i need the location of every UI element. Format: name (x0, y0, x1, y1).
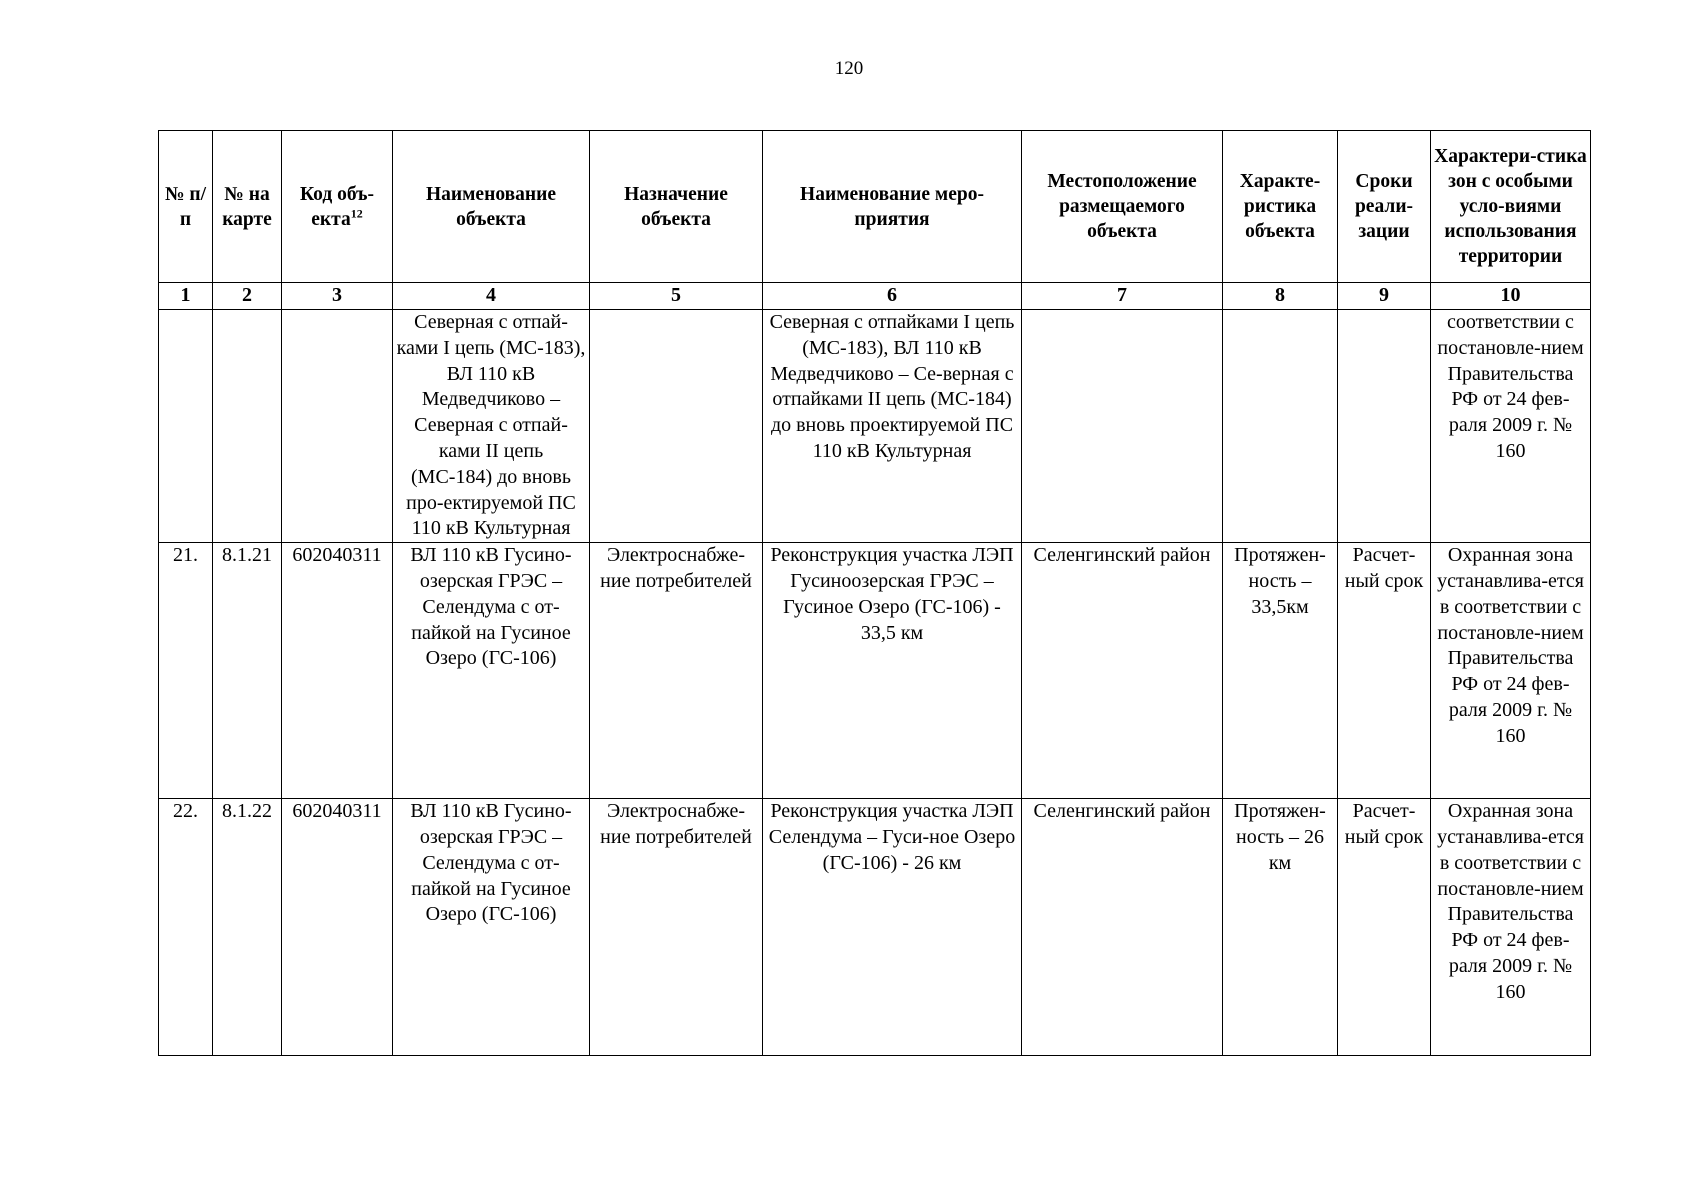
page-number: 120 (834, 58, 864, 79)
cell-name: Северная с отпай-ками I цепь (МС-183), ВЛ 110 кВ Медведчиково – Северная с отпай-ками II цепь (МС-184) до вновь про-ектируемой ПС 110 кВ Культурная (393, 310, 590, 543)
column-number-row (159, 283, 1591, 310)
header-code (282, 131, 393, 283)
cell-code (282, 310, 393, 543)
cell-purpose (590, 310, 763, 543)
cell-purpose: Электроснабже-ние потребителей (590, 543, 763, 799)
cell-term: Расчет-ный срок (1338, 543, 1431, 799)
cell-num: 22. (159, 799, 213, 1056)
cell-name: ВЛ 110 кВ Гусино-озерская ГРЭС – Селендума с от-пайкой на Гусиное Озеро (ГС-106) (393, 543, 590, 799)
header-footnote: 12 (350, 206, 363, 220)
table-row (159, 310, 1591, 543)
cell-purpose: Электроснабже-ние потребителей (590, 799, 763, 1056)
header-zones: Характери-стика зон с особыми усло-виями использования территории (1431, 131, 1591, 283)
cell-term (1338, 310, 1431, 543)
cell-name: ВЛ 110 кВ Гусино-озерская ГРЭС – Селендума с от-пайкой на Гусиное Озеро (ГС-106) (393, 799, 590, 1056)
cell-measure: Северная с отпайками I цепь (МС-183), ВЛ 110 кВ Медведчиково – Се-верная с отпайками II цепь (МС-184) до вновь проектируемой ПС 110 кВ Культурная (763, 310, 1022, 543)
column-number: 6 (763, 283, 1022, 310)
table-row (159, 799, 1591, 1056)
column-number: 7 (1022, 283, 1223, 310)
column-number: 10 (1431, 283, 1591, 310)
column-number: 1 (159, 283, 213, 310)
table-row (159, 543, 1591, 799)
cell-characteristic: Протяжен-ность – 33,5км (1223, 543, 1338, 799)
column-number: 5 (590, 283, 763, 310)
header-map-num: № на карте (213, 131, 282, 283)
column-number: 9 (1338, 283, 1431, 310)
cell-location: Селенгинский район (1022, 799, 1223, 1056)
cell-location: Селенгинский район (1022, 543, 1223, 799)
header-code-text: Код объ-екта (300, 183, 374, 230)
cell-map: 8.1.22 (213, 799, 282, 1056)
header-location: Местоположение размещаемого объекта (1022, 131, 1223, 283)
header-characteristic: Характе-ристика объекта (1223, 131, 1338, 283)
cell-map (213, 310, 282, 543)
cell-num: 21. (159, 543, 213, 799)
cell-zones: Охранная зона устанавлива-ется в соответствии с постановле-нием Правительства РФ от 24 фев-раля 2009 г. № 160 (1431, 543, 1591, 799)
header-row (159, 131, 1591, 283)
header-measure: Наименование меро-приятия (763, 131, 1022, 283)
header-term: Сроки реали-зации (1338, 131, 1431, 283)
cell-code: 602040311 (282, 543, 393, 799)
column-number: 2 (213, 283, 282, 310)
cell-map: 8.1.21 (213, 543, 282, 799)
column-number: 4 (393, 283, 590, 310)
column-number: 8 (1223, 283, 1338, 310)
column-number: 3 (282, 283, 393, 310)
cell-zones: соответствии с постановле-нием Правительства РФ от 24 фев-раля 2009 г. № 160 (1431, 310, 1591, 543)
cell-characteristic (1223, 310, 1338, 543)
cell-zones: Охранная зона устанавлива-ется в соответствии с постановле-нием Правительства РФ от 24 фев-раля 2009 г. № 160 (1431, 799, 1591, 1056)
header-name: Наименование объекта (393, 131, 590, 283)
cell-code: 602040311 (282, 799, 393, 1056)
cell-term: Расчет-ный срок (1338, 799, 1431, 1056)
cell-num (159, 310, 213, 543)
cell-measure: Реконструкция участка ЛЭП Селендума – Гуси-ное Озеро (ГС-106) - 26 км (763, 799, 1022, 1056)
header-purpose: Назначение объекта (590, 131, 763, 283)
header-num: № п/п (159, 131, 213, 283)
objects-table (158, 130, 1591, 1056)
cell-characteristic: Протяжен-ность – 26 км (1223, 799, 1338, 1056)
cell-measure: Реконструкция участка ЛЭП Гусиноозерская ГРЭС – Гусиное Озеро (ГС-106) - 33,5 км (763, 543, 1022, 799)
cell-location (1022, 310, 1223, 543)
